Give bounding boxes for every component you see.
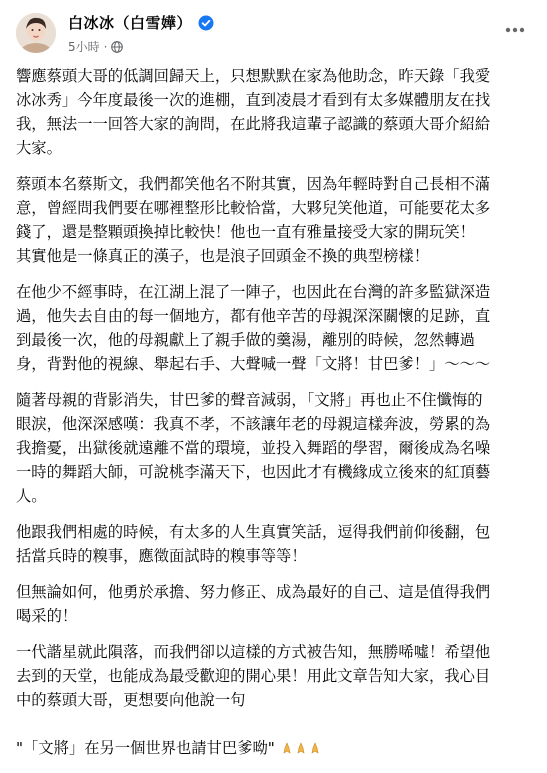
post-meta <box>68 38 123 55</box>
post-paragraph-7: 一代諧星就此隕落，而我們卻以這樣的方式被告知，無勝唏噓！希望他 去到的天堂，也能成為最受歡迎的開心果！用此文章告知大家，我心目 中的蔡頭大哥，更想要向他說一句 <box>16 643 491 709</box>
post-paragraph-1: 響應蔡頭大哥的低調回歸天上，只想默默在家為他助念，昨天錄「我愛 冰冰秀」今年度最後一次的進棚，直到凌晨才看到有太多媒體朋友在找 我，無法一一回答大家的詢問，在此將我這輩子認識的蔡頭大哥介紹給 大家。 <box>16 67 491 157</box>
author-row <box>68 12 214 33</box>
post-paragraph-3: 在他少不經事時，在江湖上混了一陣子，也因此在台灣的許多監獄深造 過，他失去自由的每一個地方，都有他辛苦的母親深深關懷的足跡，直 到最後一次，他的母親獻上了親手做的羹湯，離別的時候，忽然轉過 身，背對他的視線、舉起右手、大聲喊一聲「文將！甘巴爹！」～～～ <box>16 283 491 373</box>
globe-icon[interactable] <box>111 41 123 53</box>
post-paragraph-6: 但無論如何，他勇於承擔、努力修正、成為最好的自己、這是值得我們 喝采的！ <box>16 583 491 625</box>
folded-hands-icon <box>281 737 323 761</box>
avatar-portrait-icon <box>16 13 56 53</box>
post-header <box>0 0 547 62</box>
more-options-icon <box>505 27 525 33</box>
author-name[interactable]: 白冰冰（白雪嬅） <box>68 14 193 32</box>
more-options-button[interactable] <box>497 16 533 44</box>
post-time[interactable]: 5小時 <box>68 40 100 54</box>
post-paragraph-2: 蔡頭本名蔡斯文，我們都笑他名不附其實，因為年輕時對自己長相不滿 意，曾經問我們要在哪裡整形比較恰當，大夥兒笑他道，可能要花太多 錢了，還是整顆頭換掉比較快！他也一直有雅量接受大家的開玩笑！ 其實他是一條真正的漢子，也是浪子回頭金不換的典型榜樣！ <box>16 175 491 265</box>
meta-separator: · <box>103 39 108 54</box>
post-closing-text: "「文將」在另一個世界也請甘巴爹呦" <box>16 739 275 757</box>
post-paragraph-4: 隨著母親的背影消失，甘巴爹的聲音減弱，「文將」再也止不住懺悔的 眼淚，他深深感嘆：我真不孝，不該讓年老的母親這樣奔波，勞累的為 我擔憂，出獄後就遠離不當的環境，並投入舞蹈的學習，爾後成為名噪 一時的舞蹈大師，可說桃李滿天下，也因此才有機緣成立後來的紅頂藝 人。 <box>16 391 491 505</box>
post-paragraph-5: 他跟我們相處的時候，有太多的人生真實笑話，逗得我們前仰後翻，包 括當兵時的糗事，應徵面試時的糗事等等！ <box>16 523 491 565</box>
post-body <box>16 64 536 773</box>
avatar[interactable] <box>16 13 56 53</box>
verified-badge-icon <box>198 15 214 31</box>
post-closing-line <box>16 712 536 761</box>
